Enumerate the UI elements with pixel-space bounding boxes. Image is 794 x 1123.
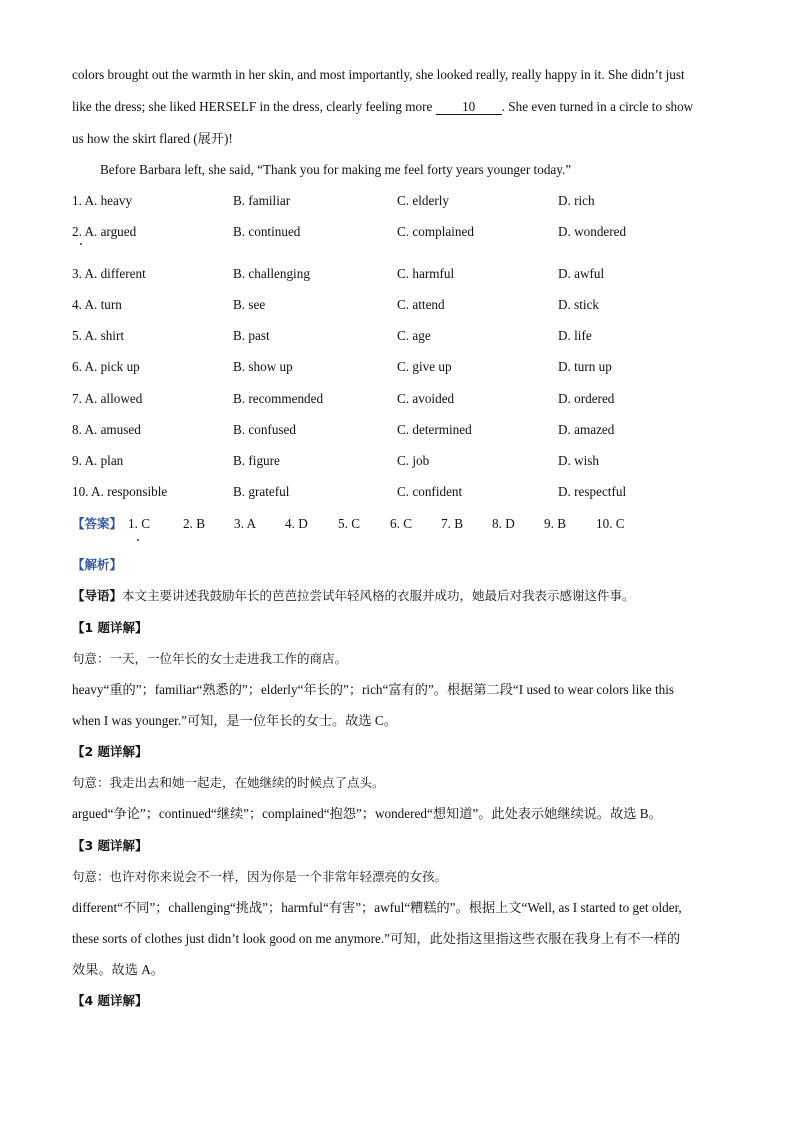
option-q3-a: 3. A. different (72, 266, 146, 281)
q2-heading: 【2 题详解】 (72, 744, 148, 759)
option-q10-d: D. respectful (558, 484, 627, 499)
answer-item: 9. B (544, 516, 566, 531)
answer-item: 3. A (234, 516, 256, 531)
option-q7-c: C. avoided (397, 391, 455, 406)
q1-explanation-2: when I was younger.”可知，是一位年长的女士。故选 C。 (72, 713, 397, 728)
intro-label: 【导语】 (72, 588, 123, 603)
answer-item: 1. C (128, 516, 150, 531)
passage-line-2 (72, 98, 693, 116)
option-q9-c: C. job (397, 453, 430, 468)
option-q4-b: B. see (233, 297, 266, 312)
answer-item: 4. D (285, 516, 308, 531)
option-q3-d: D. awful (558, 266, 605, 281)
option-q5-b: B. past (233, 328, 270, 343)
q3-explanation-1: different“不同”；challenging“挑战”；harmful“有害”；awful“糟糕的”。根据上文“Well, as I started to get older, (72, 900, 682, 915)
intro-text: 本文主要讲述我鼓励年长的芭芭拉尝试年轻风格的衣服并成功，她最后对我表示感谢这件事。 (122, 588, 635, 603)
answer-item: 8. D (492, 516, 515, 531)
option-q6-b: B. show up (233, 359, 293, 374)
option-q1-c: C. elderly (397, 193, 450, 208)
option-q7-d: D. ordered (558, 391, 615, 406)
option-q9-d: D. wish (558, 453, 600, 468)
q1-explanation-1: heavy“重的”；familiar“熟悉的”；elderly“年长的”；rich“富有的”。根据第二段“I used to wear colors like this (72, 682, 675, 697)
answer-item: 6. C (390, 516, 412, 531)
passage-line-4: Before Barbara left, she said, “Thank you for making me feel forty years younger today.” (100, 162, 572, 177)
decorative-dot (137, 539, 139, 541)
passage-line-2-before: like the dress; she liked HERSELF in the dress, clearly feeling more (72, 99, 433, 114)
answer-item: 5. C (338, 516, 360, 531)
option-q8-a: 8. A. amused (72, 422, 141, 437)
option-q10-b: B. grateful (233, 484, 290, 499)
option-q1-d: D. rich (558, 193, 595, 208)
answers-label: 【答案】 (72, 516, 123, 531)
option-q10-c: C. confident (397, 484, 463, 499)
option-q8-c: C. determined (397, 422, 472, 437)
q1-heading: 【1 题详解】 (72, 620, 148, 635)
q2-explanation-1: argued“争论”；continued“继续”；complained“抱怨”；wondered“想知道”。此处表示她继续说。故选 B。 (72, 806, 662, 821)
q3-heading: 【3 题详解】 (72, 838, 148, 853)
answer-item: 7. B (441, 516, 463, 531)
option-q2-c: C. complained (397, 224, 474, 239)
option-q4-c: C. attend (397, 297, 445, 312)
passage-line-3 (72, 130, 233, 148)
option-q5-a: 5. A. shirt (72, 328, 125, 343)
analysis-heading: 【解析】 (72, 557, 123, 572)
q2-meaning: 句意：我走出去和她一起走，在她继续的时候点了点头。 (72, 775, 385, 790)
answer-item: 10. C (596, 516, 625, 531)
passage-line-3-text: us how the skirt flared (展开)! (72, 131, 233, 146)
q3-meaning: 句意：也许对你来说会不一样，因为你是一个非常年轻漂亮的女孩。 (72, 869, 448, 884)
option-q2-d: D. wondered (558, 224, 627, 239)
option-q1-a: 1. A. heavy (72, 193, 133, 208)
option-q2-a: 2. A. argued (72, 224, 137, 239)
passage-line-2-after: . She even turned in a circle to show (501, 99, 694, 114)
option-q2-b: B. continued (233, 224, 301, 239)
option-q3-c: C. harmful (397, 266, 455, 281)
q1-meaning: 句意：一天，一位年长的女士走进我工作的商店。 (72, 651, 348, 666)
option-q6-c: C. give up (397, 359, 452, 374)
option-q8-d: D. amazed (558, 422, 615, 437)
q3-explanation-3: 效果。故选 A。 (72, 962, 164, 977)
option-q7-a: 7. A. allowed (72, 391, 143, 406)
answer-blank-10: 10 (436, 100, 502, 115)
option-q10-a: 10. A. responsible (72, 484, 168, 499)
intro-line (72, 587, 635, 605)
option-q5-d: D. life (558, 328, 592, 343)
q4-heading: 【4 题详解】 (72, 993, 148, 1008)
q3-explanation-2: these sorts of clothes just didn’t look good on me anymore.”可知，此处指这里指这些衣服在我身上有不一样的 (72, 931, 681, 946)
option-q4-d: D. stick (558, 297, 600, 312)
option-q3-b: B. challenging (233, 266, 310, 281)
option-q1-b: B. familiar (233, 193, 291, 208)
option-q5-c: C. age (397, 328, 431, 343)
decorative-dot (80, 243, 82, 245)
option-q6-a: 6. A. pick up (72, 359, 140, 374)
option-q9-b: B. figure (233, 453, 280, 468)
option-q7-b: B. recommended (233, 391, 324, 406)
option-q6-d: D. turn up (558, 359, 612, 374)
option-q9-a: 9. A. plan (72, 453, 124, 468)
option-q8-b: B. confused (233, 422, 296, 437)
option-q4-a: 4. A. turn (72, 297, 122, 312)
passage-line-1: colors brought out the warmth in her skin, and most importantly, she looked really, really happy in it. She didn’t just (72, 67, 685, 82)
answer-item: 2. B (183, 516, 205, 531)
